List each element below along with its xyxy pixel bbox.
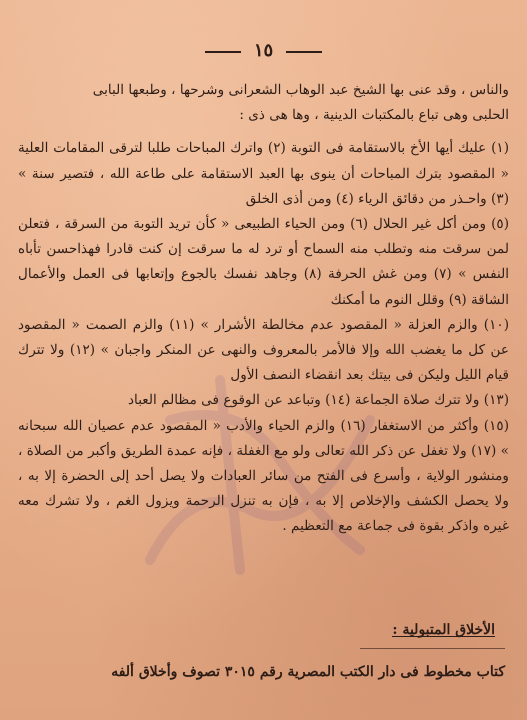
paragraph: (١٠) والزم العزلة « المقصود عدم مخالطة الأشرار » (١١) والزم الصمت « المقصود عن كل ما يغضب الله وإلا فالأمر بالمعروف والنهى عن المنكر واجبان » (١٢) ولا تترك قيام الليل وليكن فى بيتك بعد انقضاء النصف الأول — [18, 316, 509, 384]
paragraph: (٥) ومن أكل غير الحلال (٦) ومن الحياء الطبيعى « كأن تريد التوبة من السرقة ، فتعلن لمن سرقت منه وتطلب منه السماح أو ترد له ما سرقت إن كنت قادرا فهذاحسن تأباه النفس » (٧) ومن غش الحرفة (٨) وجاهد نفسك بالجوع وإتعابها فى العمل والأعمال الشاقة (٩) وقلل النوم ما أمكنك — [18, 216, 510, 308]
footnote-rule — [360, 648, 505, 649]
right-dash — [286, 51, 322, 53]
footnote: كتاب مخطوط فى دار الكتب المصرية رقم ٣٠١٥ تصوف وأخلاق ألفه — [111, 664, 505, 680]
paragraph: (١٣) ولا تترك صلاة الجماعة (١٤) وتباعد عن الوقوع فى مظالم العباد — [128, 392, 509, 409]
intro-line-1: والناس ، وقد عنى بها الشيخ عبد الوهاب الشعرانى وشرحها ، وطبعها البابى — [92, 82, 509, 98]
body-text — [18, 78, 509, 540]
page-number: ١٥ — [253, 40, 274, 61]
section-heading-text: الأخلاق المتبولية : — [392, 622, 495, 638]
page-header — [0, 40, 527, 61]
intro-line-2: الحلبى وهى تباع بالمكتبات الدينية ، وها هى ذى : — [239, 107, 509, 124]
paragraph: (١) عليك أيها الأخ بالاستقامة فى التوبة (٢) واترك المباحات طلبا لترقى المقامات العلية « المقصود بترك المباحات أن ينوى بها العبد الاستقامة على طاعة الله ، فتصير سنة » (٣) واحـذر من دقائق الرياء (٤) ومن أذى الخلق — [18, 140, 509, 207]
spacer — [18, 128, 509, 136]
paragraph: (١٥) وأكثر من الاستغفار (١٦) والزم الحياء والأدب « المقصود عدم عصيان الله سبحانه » (١٧) ولا تغفل عن ذكر الله تعالى ولو مع الغفلة ، فإنه عمدة الطريق وأكبر من الصلاة ، ومنشور الولاية ، وأسرع فى الفتح من سائر العبادات ولا يصل أحد إلى الحضرة إلا به ، ولا يحصل الكشف والإخلاص إلا به ، فإن به تنزل الرحمة ويزول الغم ، ولا تشرك معه غيره واذكر بقوة فى جماعة مع التعظيم . — [18, 417, 509, 535]
left-dash — [205, 51, 241, 53]
section-heading — [392, 622, 495, 637]
